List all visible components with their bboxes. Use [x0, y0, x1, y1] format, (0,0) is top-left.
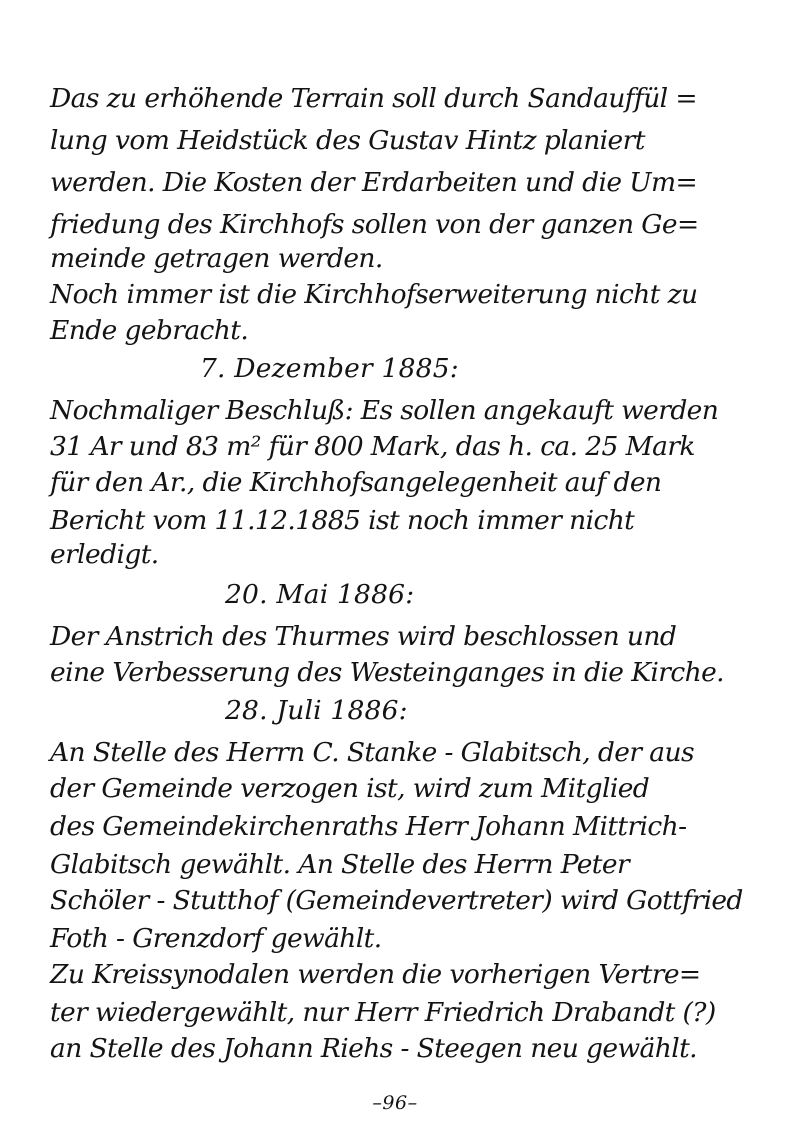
page-number: –96–	[372, 1092, 418, 1114]
date-heading-1886-05-20: 20. Mai 1886:	[225, 579, 415, 610]
text-line: Zu Kreissynodalen werden die vorherigen Vertre=	[50, 959, 701, 990]
text-line: für den Ar., die Kirchhofsangelegenheit auf den	[50, 467, 662, 498]
text-line: erledigt.	[50, 539, 159, 570]
text-line: An Stelle des Herrn C. Stanke - Glabitsch, der aus	[50, 737, 694, 768]
text-line: Bericht vom 11.12.1885 ist noch immer nicht	[50, 505, 635, 536]
text-line: an Stelle des Johann Riehs - Steegen neu gewählt.	[50, 1033, 697, 1064]
text-line: Schöler - Stutthof (Gemeindevertreter) wird Gottfried	[50, 885, 743, 916]
text-line: Ende gebracht.	[50, 315, 249, 346]
text-line: eine Verbesserung des Westeinganges in die Kirche.	[50, 657, 724, 688]
text-line: Der Anstrich des Thurmes wird beschlossen und	[50, 621, 677, 652]
date-heading-1886-07-28: 28. Juli 1886:	[225, 695, 408, 726]
text-line: der Gemeinde verzogen ist, wird zum Mitglied	[50, 773, 650, 804]
text-line: werden. Die Kosten der Erdarbeiten und die Um=	[50, 167, 698, 198]
text-line: Glabitsch gewählt. An Stelle des Herrn Peter	[50, 849, 630, 880]
text-line: lung vom Heidstück des Gustav Hintz planiert	[50, 125, 645, 156]
text-line: 31 Ar und 83 m² für 800 Mark, das h. ca. 25 Mark	[50, 431, 695, 462]
text-line: Foth - Grenzdorf gewählt.	[50, 923, 382, 954]
text-line: meinde getragen werden.	[50, 243, 383, 274]
text-line: ter wiedergewählt, nur Herr Friedrich Drabandt (?)	[50, 997, 716, 1028]
date-heading-1885-12-07: 7. Dezember 1885:	[200, 353, 459, 384]
text-line: Nochmaliger Beschluß: Es sollen angekauft werden	[50, 395, 719, 426]
text-line: des Gemeindekirchenraths Herr Johann Mittrich-	[50, 811, 687, 842]
text-line: friedung des Kirchhofs sollen von der ganzen Ge=	[50, 209, 699, 240]
text-line: Das zu erhöhende Terrain soll durch Sandauffül =	[50, 83, 697, 114]
text-line: Noch immer ist die Kirchhofserweiterung nicht zu	[50, 279, 698, 310]
